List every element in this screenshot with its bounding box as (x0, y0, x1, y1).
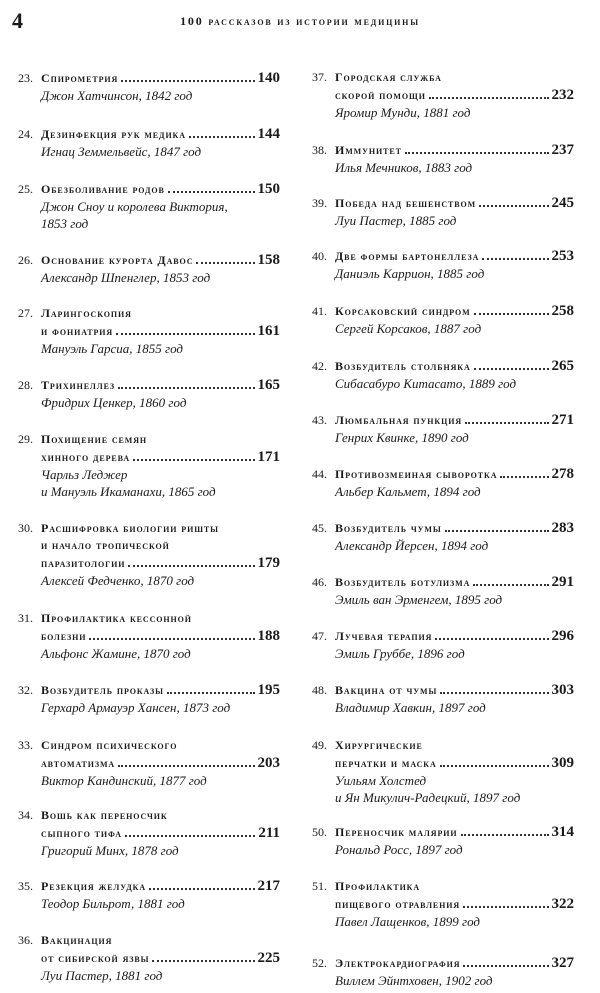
toc-entry-number: 43. (312, 413, 327, 427)
toc-entry-number: 42. (312, 359, 327, 373)
toc-entry-title[interactable]: от сибирской язвы (41, 951, 150, 965)
toc-title-line (312, 195, 574, 212)
toc-entry-title[interactable]: Вакцина от чумы (335, 683, 438, 697)
dot-leader (445, 530, 549, 532)
toc-entry-author: Мануэль Гарсиа, 1855 год (41, 341, 184, 356)
toc-entry-author: Александр Шпенглер, 1853 год (41, 270, 211, 285)
toc-entry-number: 45. (312, 521, 327, 535)
toc-entry[interactable] (18, 70, 280, 104)
toc-title-line (18, 628, 280, 645)
toc-page-number[interactable]: 327 (551, 955, 574, 971)
toc-entry-title[interactable]: Синдром психического (41, 738, 178, 752)
toc-page-number[interactable]: 203 (257, 755, 280, 771)
toc-entry-title[interactable]: Электрокардиография (335, 956, 461, 970)
toc-entry-number: 46. (312, 575, 327, 589)
toc-entry-number: 47. (312, 629, 327, 643)
dot-leader (474, 368, 549, 370)
toc-entry-author: Теодор Бильрот, 1881 год (41, 896, 185, 911)
toc-entry-title[interactable]: и фониатрия (41, 324, 114, 338)
toc-title-line (312, 70, 574, 87)
toc-page-number[interactable]: 144 (257, 126, 280, 142)
toc-entry-author: и Мануэль Икаманахи, 1865 год (41, 484, 216, 499)
toc-entry-title[interactable]: и начало тропической (41, 538, 170, 552)
toc-entry[interactable] (312, 628, 574, 662)
running-title: 100 рассказов из истории медицины (180, 14, 420, 28)
dot-leader (440, 765, 549, 767)
dot-leader (168, 191, 255, 193)
toc-page-number[interactable]: 314 (551, 824, 574, 840)
dot-leader (440, 692, 548, 694)
dot-leader (463, 906, 548, 908)
toc-entry[interactable] (312, 303, 574, 337)
toc-title-line (18, 933, 280, 950)
toc-page-number[interactable]: 165 (257, 377, 280, 393)
dot-leader (463, 965, 548, 967)
toc-title-line (18, 808, 280, 825)
toc-entry-title[interactable]: Возбудитель проказы (41, 683, 164, 697)
toc-entry-title[interactable]: Переносчик малярии (335, 825, 458, 839)
toc-title-line (18, 306, 280, 323)
toc-entry[interactable] (312, 466, 574, 500)
toc-entry-author: Чарльз Леджер (41, 467, 128, 482)
toc-entry[interactable] (18, 808, 280, 859)
toc-page-number[interactable]: 258 (551, 303, 574, 319)
toc-entry-title[interactable]: сыпного тифа (41, 826, 122, 840)
toc-entry-number: 24. (18, 127, 33, 141)
toc-page-number[interactable]: 217 (257, 878, 280, 894)
toc-title-line (18, 755, 280, 772)
toc-page-number[interactable]: 265 (551, 358, 574, 374)
toc-entry-title[interactable]: Противозмеиная сыворотка (335, 467, 498, 481)
toc-page-number[interactable]: 237 (551, 142, 574, 158)
toc-entry[interactable] (312, 879, 574, 930)
toc-entry-number: 52. (312, 956, 327, 970)
toc-page-number[interactable]: 245 (551, 195, 574, 211)
toc-entry[interactable] (18, 682, 280, 716)
toc-entry-author: Альбер Кальмет, 1894 год (335, 484, 481, 499)
toc-entry[interactable] (312, 358, 574, 392)
toc-entry-title[interactable]: Вошь как переносчик (41, 808, 168, 822)
toc-entry-author: Сибасабуро Китасато, 1889 год (335, 376, 517, 391)
toc-entry-number: 49. (312, 738, 327, 752)
dot-leader (500, 476, 548, 478)
dot-leader (89, 638, 254, 640)
page-number: 4 (12, 8, 23, 33)
dot-leader (125, 835, 255, 837)
toc-entry-author: Игнац Земмельвейс, 1847 год (41, 144, 202, 159)
toc-entry-author: Рональд Росс, 1897 год (335, 842, 463, 857)
toc-entry-title[interactable]: Вакцинация (41, 933, 113, 947)
toc-entry-title[interactable]: Городская служба (335, 70, 442, 84)
toc-entry-author: Григорий Минх, 1878 год (41, 843, 179, 858)
toc-entry-number: 32. (18, 683, 33, 697)
toc-entry[interactable] (312, 738, 574, 806)
toc-entry-title[interactable]: Две формы бартонеллеза (335, 249, 480, 263)
toc-entry[interactable] (312, 955, 574, 989)
toc-entry-author: Виктор Кандинский, 1877 год (41, 773, 207, 788)
toc-entry[interactable] (18, 611, 280, 662)
dot-leader (429, 97, 549, 99)
toc-entry-title[interactable]: Трихинеллез (41, 378, 116, 392)
toc-page-number[interactable]: 322 (551, 896, 574, 912)
toc-entry-author: Эмиль Груббе, 1896 год (335, 646, 465, 661)
toc-entry-title[interactable]: Люмбальная пункция (335, 413, 463, 427)
dot-leader (133, 459, 254, 461)
toc-entry-author: Джон Хатчинсон, 1842 год (41, 88, 193, 103)
toc-entry-number: 35. (18, 879, 33, 893)
toc-page-number[interactable]: 171 (257, 449, 280, 465)
toc-entry-title[interactable]: пищевого отравления (335, 897, 461, 911)
toc-entry-number: 51. (312, 879, 327, 893)
toc-title-line (18, 323, 280, 340)
toc-entry[interactable] (18, 738, 280, 789)
toc-entry-author: Сергей Корсаков, 1887 год (335, 321, 482, 336)
toc-entry[interactable] (312, 248, 574, 282)
toc-entry[interactable] (18, 377, 280, 411)
toc-page-number[interactable]: 188 (257, 628, 280, 644)
toc-entry-title[interactable]: Возбудитель чумы (335, 521, 442, 535)
toc-title-line (312, 303, 574, 320)
toc-entry-author: Эмиль ван Эрменгем, 1895 год (335, 592, 503, 607)
toc-entry-author: Луи Пастер, 1885 год (335, 213, 457, 228)
toc-page-number[interactable]: 283 (551, 520, 574, 536)
toc-page-number[interactable]: 179 (257, 555, 280, 571)
toc-entry-number: 25. (18, 182, 33, 196)
dot-leader (482, 258, 548, 260)
toc-entry[interactable] (312, 682, 574, 716)
toc-entry-number: 36. (18, 933, 33, 947)
toc-title-line (312, 682, 574, 699)
toc-entry-title[interactable]: Основание курорта Давос (41, 253, 194, 267)
toc-title-line (312, 87, 574, 104)
toc-entry-title[interactable]: Похищение семян (41, 432, 147, 446)
toc-entry-title[interactable]: скорой помощи (335, 88, 426, 102)
toc-entry-title[interactable]: Лучевая терапия (335, 629, 433, 643)
toc-entry-author: Алексей Федченко, 1870 год (41, 573, 195, 588)
toc-title-line (18, 126, 280, 143)
toc-page-number[interactable]: 161 (257, 323, 280, 339)
toc-entry-author: Фридрих Ценкер, 1860 год (41, 395, 187, 410)
toc-entry-number: 30. (18, 521, 33, 535)
toc-entry-title[interactable]: автоматизма (41, 756, 116, 770)
toc-entry-number: 31. (18, 611, 33, 625)
toc-entry-title[interactable]: Профилактика кессонной (41, 611, 192, 625)
dot-leader (152, 960, 254, 962)
toc-page-number[interactable]: 253 (551, 248, 574, 264)
toc-page-number[interactable]: 271 (551, 412, 574, 428)
toc-entry-number: 38. (312, 143, 327, 157)
toc-title-line (18, 950, 280, 967)
toc-entry-author: Альфонс Жамине, 1870 год (41, 646, 191, 661)
dot-leader (465, 422, 548, 424)
toc-entry-number: 40. (312, 249, 327, 263)
toc-title-line (18, 70, 280, 87)
toc-title-line (18, 181, 280, 198)
dot-leader (118, 387, 254, 389)
toc-title-line (18, 432, 280, 449)
toc-page-number[interactable]: 225 (257, 950, 280, 966)
toc-title-line (18, 449, 280, 466)
toc-entry[interactable] (312, 412, 574, 446)
dot-leader (196, 262, 254, 264)
toc-entry-author: Яромир Мунди, 1881 год (335, 105, 471, 120)
toc-title-line (18, 611, 280, 628)
toc-entry-author: Виллем Эйнтховен, 1902 год (335, 973, 493, 988)
dot-leader (149, 888, 255, 890)
dot-leader (121, 80, 254, 82)
toc-entry-number: 34. (18, 808, 33, 822)
toc-title-line (312, 955, 574, 972)
toc-entry-title[interactable]: Хирургические (335, 738, 423, 752)
toc-entry[interactable] (18, 252, 280, 286)
toc-entry-author: Джон Сноу и королева Виктория, (41, 199, 228, 214)
toc-title-line (312, 879, 574, 896)
toc-entry-title[interactable]: Возбудитель ботулизма (335, 575, 471, 589)
toc-entry-number: 37. (312, 70, 327, 84)
toc-entry-title[interactable]: Спирометрия (41, 71, 119, 85)
toc-entry-title[interactable]: Профилактика (335, 879, 421, 893)
toc-entry[interactable] (312, 520, 574, 554)
dot-leader (128, 565, 254, 567)
toc-entry-title[interactable]: Расшифровка биологии ришты (41, 521, 219, 535)
toc-title-line (312, 466, 574, 483)
toc-entry[interactable] (18, 878, 280, 912)
toc-title-line (18, 878, 280, 895)
toc-entry-title[interactable]: Иммунитет (335, 143, 402, 157)
toc-entry-author: Герхард Армауэр Хансен, 1873 год (41, 700, 231, 715)
dot-leader (479, 205, 548, 207)
toc-entry-number: 50. (312, 825, 327, 839)
toc-page-number[interactable]: 195 (257, 682, 280, 698)
toc-entry-title[interactable]: Дезинфекция рук медика (41, 127, 186, 141)
toc-entry-title[interactable]: перчатки и маска (335, 756, 437, 770)
toc-entry[interactable] (18, 933, 280, 984)
toc-title-line (312, 628, 574, 645)
toc-title-line (312, 520, 574, 537)
toc-entry-author: и Ян Микулич-Радецкий, 1897 год (335, 790, 521, 805)
toc-title-line (18, 252, 280, 269)
toc-entry-title[interactable]: паразитологии (41, 556, 126, 570)
toc-title-line (312, 142, 574, 159)
toc-entry-author: Уильям Холстед (335, 773, 427, 788)
toc-page-number[interactable]: 278 (551, 466, 574, 482)
toc-entry-number: 44. (312, 467, 327, 481)
toc-entry-number: 39. (312, 196, 327, 210)
toc-entry[interactable] (312, 70, 574, 121)
toc-entry-title[interactable]: болезни (41, 629, 87, 643)
toc-page-number[interactable]: 232 (551, 87, 574, 103)
toc-entry-author: Генрих Квинке, 1890 год (335, 430, 469, 445)
toc-entry-author: Владимир Хавкин, 1897 год (335, 700, 486, 715)
toc-entry-number: 41. (312, 304, 327, 318)
dot-leader (473, 584, 548, 586)
dot-leader (116, 333, 254, 335)
toc-entry-number: 33. (18, 738, 33, 752)
toc-title-line (18, 682, 280, 699)
toc-entry-title[interactable]: Победа над бешенством (335, 196, 477, 210)
toc-title-line (18, 825, 280, 842)
toc-title-line (312, 738, 574, 755)
toc-page-number[interactable]: 303 (551, 682, 574, 698)
dot-leader (435, 638, 548, 640)
toc-page-number[interactable]: 150 (257, 181, 280, 197)
toc-entry-number: 23. (18, 71, 33, 85)
toc-entry-number: 48. (312, 683, 327, 697)
toc-title-line (18, 521, 280, 538)
dot-leader (474, 313, 549, 315)
toc-entry-title[interactable]: Корсаковский синдром (335, 304, 471, 318)
toc-entry[interactable] (312, 195, 574, 229)
toc-title-line (312, 896, 574, 913)
toc-entry-number: 28. (18, 378, 33, 392)
toc-title-line (18, 555, 280, 572)
toc-page-number[interactable]: 140 (257, 70, 280, 86)
toc-entry-author: 1853 год (41, 216, 89, 231)
toc-entry-title[interactable]: хинного дерева (41, 450, 131, 464)
toc-entry[interactable] (312, 574, 574, 608)
toc-entry[interactable] (18, 126, 280, 160)
toc-entry-author: Илья Мечников, 1883 год (335, 160, 473, 175)
toc-entry-title[interactable]: Ларингоскопия (41, 306, 132, 320)
toc-title-line (312, 248, 574, 265)
toc-entry-title[interactable]: Возбудитель столбняка (335, 359, 471, 373)
toc-title-line (312, 358, 574, 375)
toc-page-number[interactable]: 296 (551, 628, 574, 644)
toc-entry[interactable] (312, 142, 574, 176)
toc-entry[interactable] (18, 432, 280, 500)
toc-entry-number: 26. (18, 253, 33, 267)
toc-title-line (312, 574, 574, 591)
toc-entry[interactable] (18, 521, 280, 589)
toc-entry-author: Даниэль Каррион, 1885 год (335, 266, 485, 281)
toc-page-number[interactable]: 211 (258, 825, 280, 841)
dot-leader (189, 136, 255, 138)
toc-page-number[interactable]: 291 (551, 574, 574, 590)
toc-title-line (18, 538, 280, 555)
toc-entry[interactable] (18, 181, 280, 232)
toc-entry-author: Павел Лащенков, 1899 год (335, 914, 481, 929)
toc-title-line (312, 412, 574, 429)
toc-entry-number: 29. (18, 432, 33, 446)
toc-title-line (312, 824, 574, 841)
dot-leader (461, 834, 549, 836)
dot-leader (167, 692, 255, 694)
toc-title-line (312, 755, 574, 772)
toc-title-line (18, 738, 280, 755)
toc-entry[interactable] (312, 824, 574, 858)
toc-entry-author: Александр Йерсен, 1894 год (335, 538, 489, 553)
toc-entry-number: 27. (18, 306, 33, 320)
toc-entry[interactable] (18, 306, 280, 357)
toc-title-line (18, 377, 280, 394)
toc-entry-title[interactable]: Резекция желудка (41, 879, 146, 893)
dot-leader (405, 152, 549, 154)
toc-entry-title[interactable]: Обезболивание родов (41, 182, 165, 196)
toc-entry-author: Луи Пастер, 1881 год (41, 968, 163, 983)
dot-leader (118, 765, 254, 767)
toc-page-number[interactable]: 309 (551, 755, 574, 771)
toc-page-number[interactable]: 158 (257, 252, 280, 268)
